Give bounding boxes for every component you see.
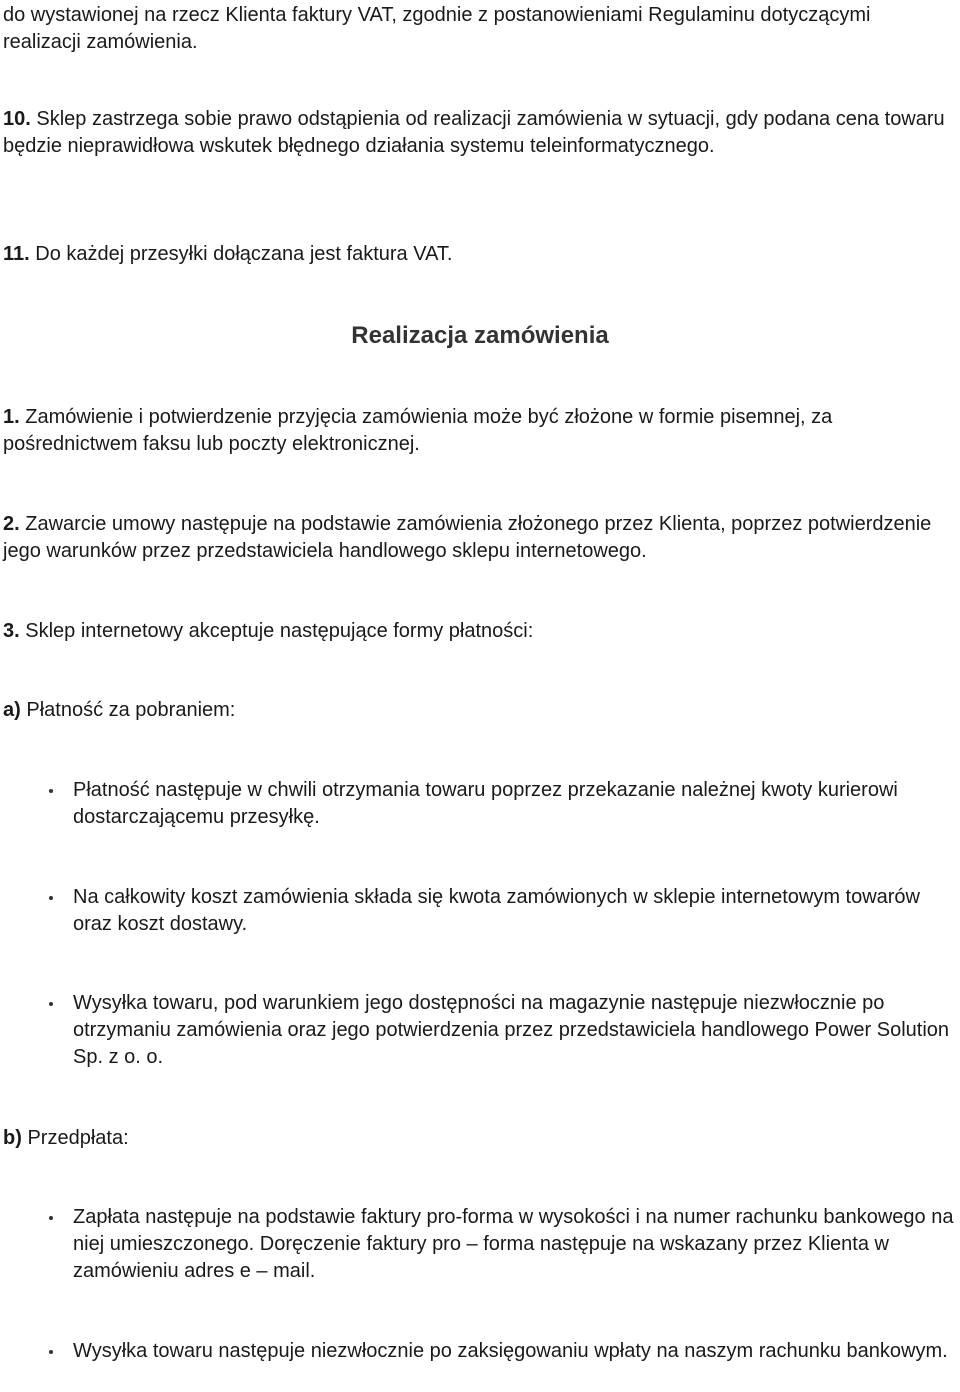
payment-label: a) [3, 699, 21, 721]
intro-paragraph [3, 2, 953, 56]
payment-label: b) [3, 1127, 22, 1149]
clause-number: 2. [3, 513, 20, 535]
clause-3 [3, 618, 953, 645]
bullet-icon [49, 1002, 53, 1006]
clause-number: 3. [3, 620, 20, 642]
bullet-icon [49, 1216, 53, 1220]
payment-title: Płatność za pobraniem: [20, 699, 236, 721]
payment-title: Przedpłata: [21, 1127, 129, 1149]
section-heading: Realizacja zamówienia [351, 322, 609, 349]
clause-10 [3, 106, 953, 160]
bullet-icon [49, 1350, 53, 1354]
clause-number: 11. [3, 243, 30, 265]
clause-text: Sklep zastrzega sobie prawo odstąpienia od realizacji zamówienia w sytuacji, gdy podana cena towaru będzie nieprawidłowa wskutek błędnego działania systemu teleinformatycznego. [3, 108, 945, 157]
list-item-text: Wysyłka towaru następuje niezwłocznie po zaksięgowaniu wpłaty na naszym rachunku bankowym. [73, 1340, 948, 1362]
bullet-icon [49, 789, 53, 793]
list-item-text: Zapłata następuje na podstawie faktury pro-forma w wysokości i na numer rachunku bankowego na niej umieszczonego. Doręczenie faktury pro – forma następuje na wskazany przez Klienta w zamówieniu adres e – mail. [73, 1206, 954, 1282]
list-item-text: Na całkowity koszt zamówienia składa się kwota zamówionych w sklepie internetowym towarów oraz koszt dostawy. [73, 886, 921, 935]
clause-text: Do każdej przesyłki dołączana jest faktura VAT. [29, 243, 453, 265]
list-item-text: Wysyłka towaru, pod warunkiem jego dostępności na magazynie następuje niezwłocznie po otrzymaniu zamówienia oraz jego potwierdzenia przez przedstawiciela handlowego Power Solution Sp. z o. o. [73, 992, 950, 1068]
clause-text: Sklep internetowy akceptuje następujące formy płatności: [19, 620, 534, 642]
intro-text: do wystawionej na rzecz Klienta faktury VAT, zgodnie z postanowieniami Regulaminu dotyczącymi realizacji zamówienia. [3, 4, 871, 53]
payment-a-title [3, 697, 953, 724]
clause-11 [3, 241, 953, 268]
bullet-icon [49, 896, 53, 900]
clause-number: 10. [3, 108, 31, 130]
clause-text: Zamówienie i potwierdzenie przyjęcia zamówienia może być złożone w formie pisemnej, za pośrednictwem faksu lub poczty elektronicznej. [3, 406, 833, 455]
payment-b-title [3, 1125, 953, 1152]
clause-2 [3, 511, 953, 565]
list-item-text: Płatność następuje w chwili otrzymania towaru poprzez przekazanie należnej kwoty kurierowi dostarczającemu przesyłkę. [73, 779, 898, 828]
clause-1 [3, 404, 953, 458]
clause-text: Zawarcie umowy następuje na podstawie zamówienia złożonego przez Klienta, poprzez potwierdzenie jego warunków przez przedstawiciela handlowego sklepu internetowego. [3, 513, 932, 562]
clause-number: 1. [3, 406, 20, 428]
